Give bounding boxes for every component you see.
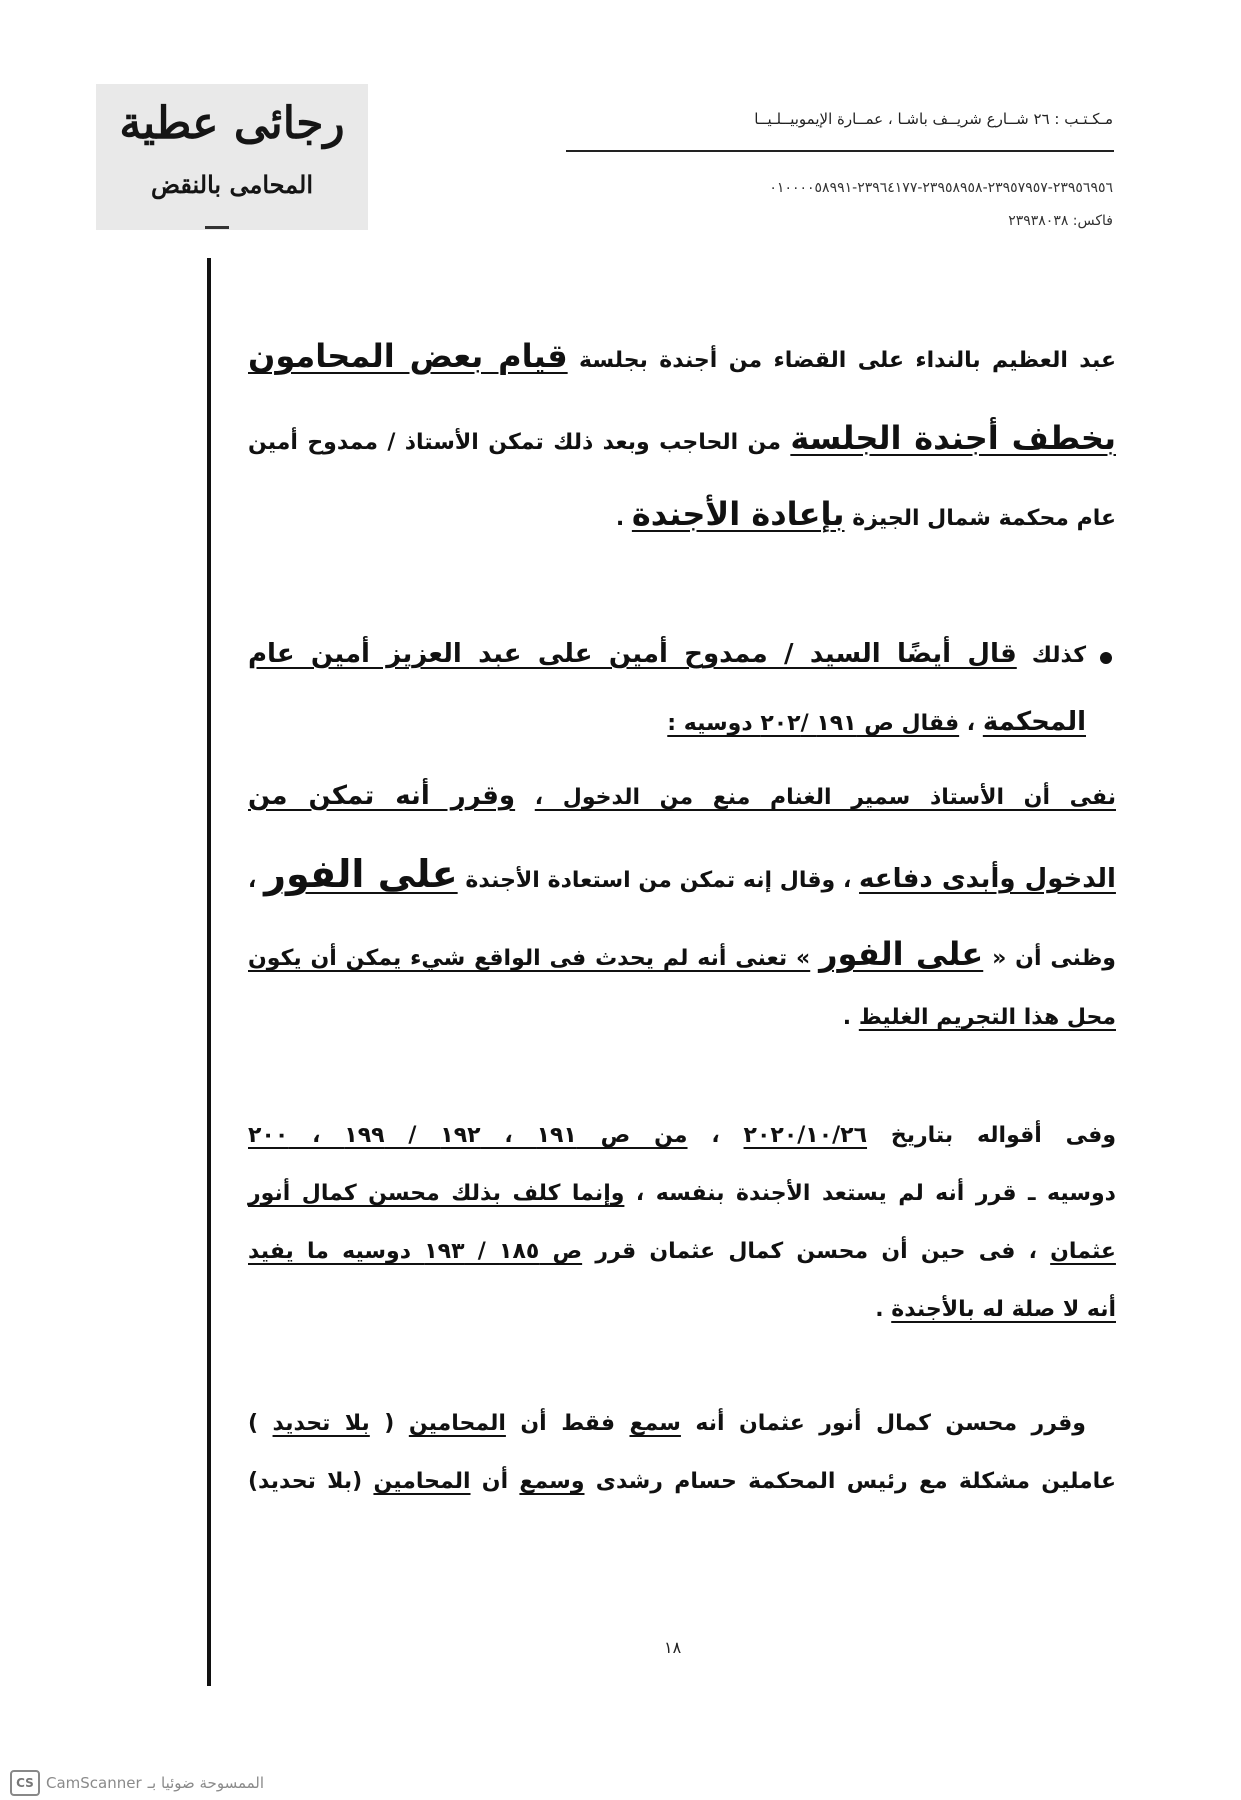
body-line: نفى أن الأستاذ سمير الغنام منع من الدخول ، وقرر أنه تمكن من — [248, 781, 1116, 811]
body-line: محل هذا التجريم الغليظ . — [842, 1005, 1116, 1030]
header-divider — [566, 150, 1114, 152]
page-number: ١٨ — [664, 1638, 682, 1657]
camscanner-brand: CamScanner — [46, 1774, 142, 1792]
logo-name: رجائى عطية — [119, 98, 345, 149]
body-line: عاملين مشكلة مع رئيس المحكمة حسام رشدى وسمع أن المحامين (بلا تحديد) — [248, 1469, 1116, 1494]
camscanner-icon: CS — [10, 1770, 40, 1796]
body-line: وفى أقواله بتاريخ ٢٠٢٠/١٠/٢٦ ، من ص ١٩١ ، ١٩٢ / ١٩٩ ، ٢٠٠ — [248, 1123, 1116, 1148]
body-line: عثمان ، فى حين أن محسن كمال عثمان قرر ص ١٨٥ / ١٩٣ دوسيه ما يفيد — [248, 1239, 1116, 1264]
camscanner-watermark — [10, 1770, 264, 1796]
body-line: كذلك قال أيضًا السيد / ممدوح أمين على عبد العزيز أمين عام — [248, 639, 1086, 669]
body-line: أنه لا صلة له بالأجندة . — [875, 1297, 1116, 1322]
logo-underline — [205, 226, 229, 229]
body-line: وظنى أن « على الفور » تعنى أنه لم يحدث فى الواقع شيء يمكن أن يكون — [248, 935, 1116, 973]
body-line: بخطف أجندة الجلسة من الحاجب وبعد ذلك تمكن الأستاذ / ممدوح أمين — [248, 419, 1116, 457]
body-line: وقرر محسن كمال أنور عثمان أنه سمع فقط أن المحامين ( بلا تحديد ) — [248, 1411, 1086, 1436]
bullet-icon — [1100, 652, 1112, 664]
body-line: عبد العظيم بالنداء على القضاء من أجندة بجلسة قيام بعض المحامون — [248, 337, 1116, 375]
body-line: عام محكمة شمال الجيزة بإعادة الأجندة . — [615, 495, 1116, 533]
logo-subtitle: المحامى بالنقض — [151, 170, 313, 199]
office-address: مـكـتـب : ٢٦ شــارع شريــف باشـا ، عمــارة الإيموبيــلـيــا — [754, 110, 1113, 128]
lawyer-logo — [96, 84, 368, 230]
body-line: المحكمة ، فقال ص ١٩١ /٢٠٢ دوسيه : — [667, 707, 1086, 737]
body-line: دوسيه ـ قرر أنه لم يستعد الأجندة بنفسه ، وإنما كلف بذلك محسن كمال أنور — [248, 1181, 1116, 1206]
body-line: الدخول وأبدى دفاعه ، وقال إنه تمكن من استعادة الأجندة على الفور ، — [248, 852, 1116, 896]
margin-rule — [207, 258, 211, 1686]
camscanner-text: الممسوحة ضوئيا بـ — [147, 1774, 265, 1792]
fax-number: فاكس: ٢٣٩٣٨٠٣٨ — [1008, 213, 1113, 229]
phone-numbers: ٢٣٩٥٦٩٥٦-٢٣٩٥٧٩٥٧-٢٣٩٥٨٩٥٨-٢٣٩٦٤١٧٧-٠١٠٠٠٠٥٨٩٩١ — [769, 180, 1113, 196]
